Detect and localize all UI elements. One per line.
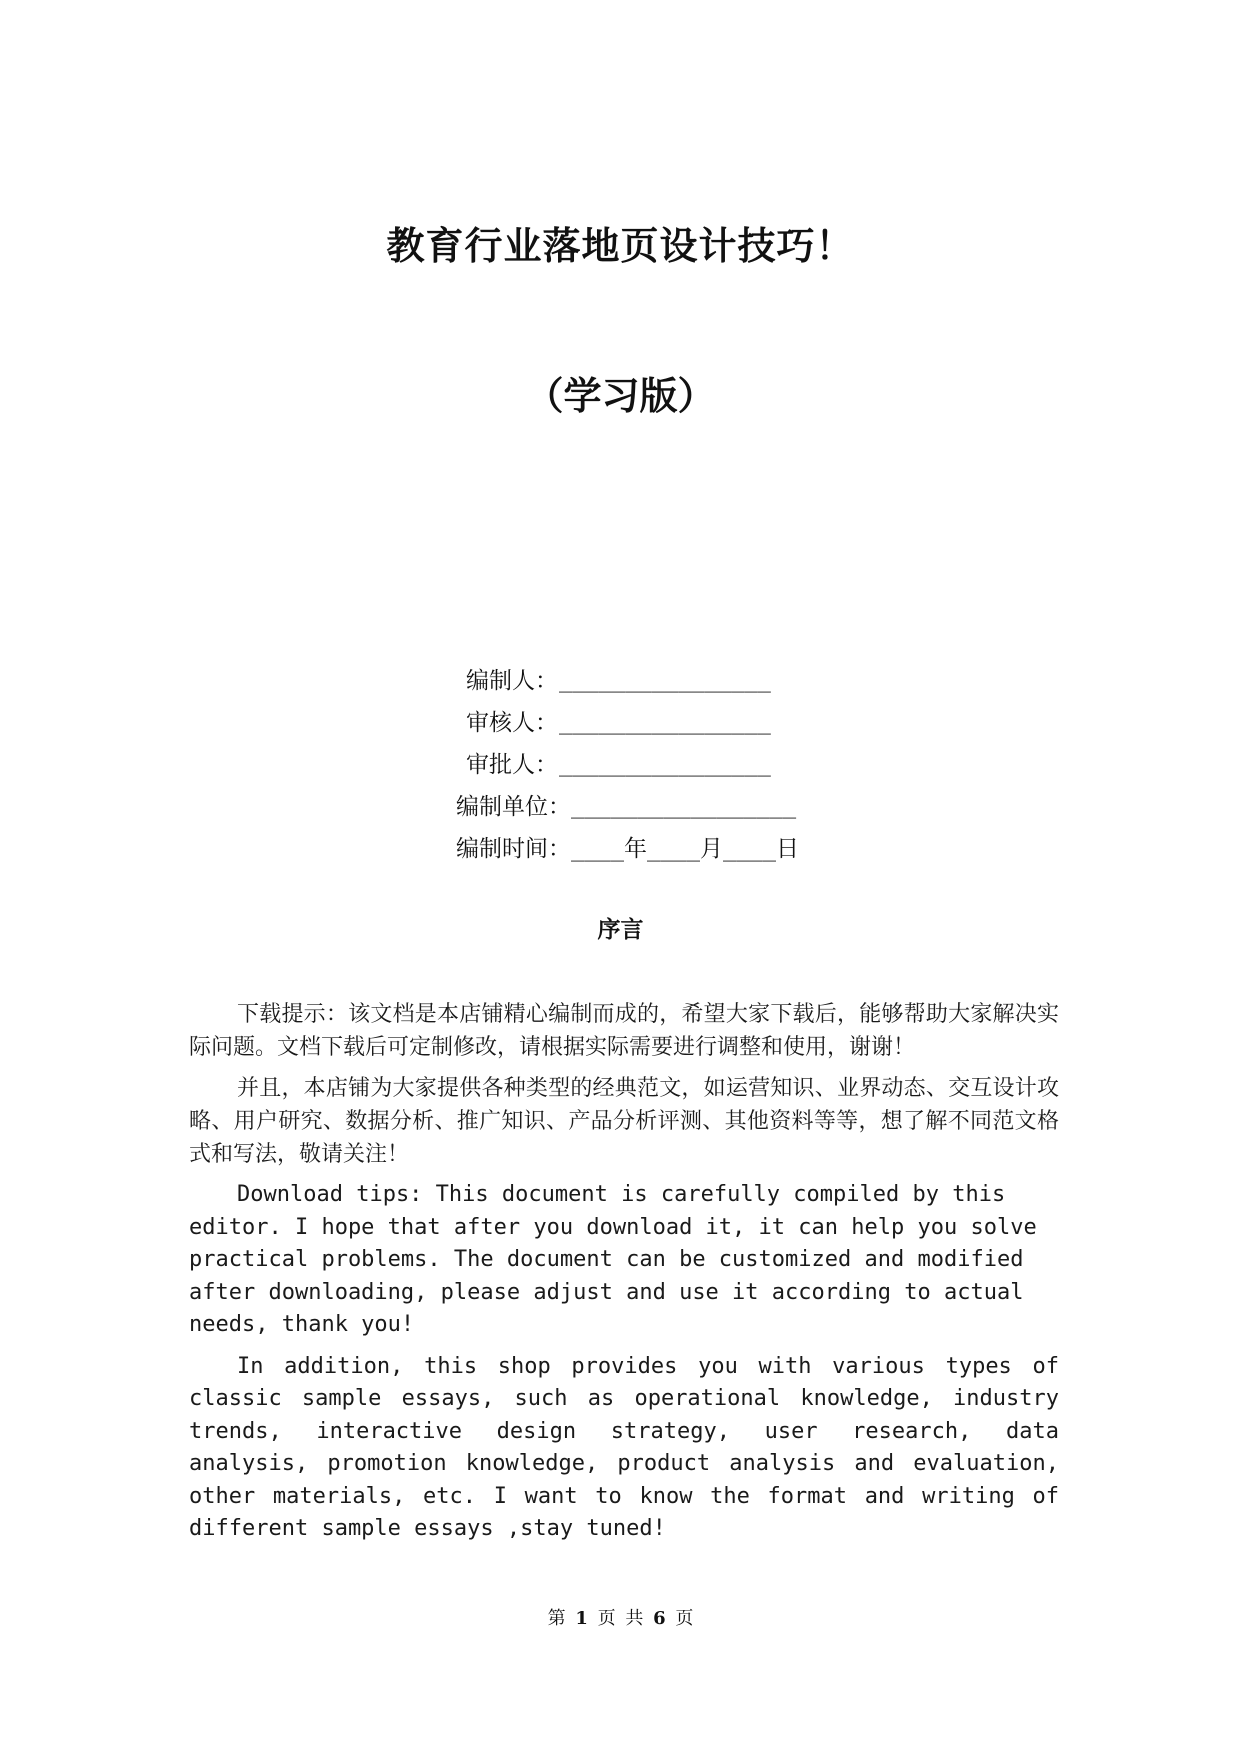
approver-blank: ________________ — [559, 752, 771, 777]
signoff-form — [0, 660, 1241, 870]
unit-label: 编制单位： — [456, 794, 571, 820]
reviewer-row — [0, 702, 1241, 744]
compiler-row — [0, 660, 1241, 702]
document-subtitle: （学习版） — [525, 373, 716, 418]
approver-row — [0, 744, 1241, 786]
document-title: 教育行业落地页设计技巧！ — [386, 223, 855, 268]
date-label: 编制时间： — [456, 836, 571, 862]
footer-middle: 页 共 — [597, 1608, 644, 1629]
compiler-label: 编制人： — [466, 668, 558, 694]
footer-prefix: 第 — [547, 1608, 566, 1629]
day-label: 日 — [775, 836, 799, 862]
year-blank: ____ — [571, 837, 624, 862]
preface-paragraph-shop-info-cn: 并且，本店铺为大家提供各种类型的经典范文，如运营知识、业界动态、交互设计攻略、用户研究、数据分析、推广知识、产品分析评测、其他资料等等，想了解不同范文格式和写法，敬请关注！ — [189, 1076, 1059, 1167]
preface-paragraph-download-tip-en: Download tips: This document is carefully compiled by this editor. I hope that after you download it, it can help you solve practical problems. The document can be customized and modified after downloading, please adjust and use it according to actual needs, thank you! — [189, 1182, 1037, 1337]
unit-blank: _________________ — [571, 794, 797, 819]
preface-paragraph-shop-info-en: In addition, this shop provides you with various types of classic sample essays, such as operational knowledge, industry trends, interactive design strategy, user research, data analysis, promotion knowledge, product analysis and evaluation, other materials, etc. I want to know the format and writing of different sample essays ,stay tuned! — [189, 1353, 1059, 1541]
footer-suffix: 页 — [675, 1608, 694, 1629]
reviewer-label: 审核人： — [466, 710, 558, 736]
date-row — [0, 828, 1241, 870]
preface-body — [189, 998, 1059, 1555]
compiler-blank: ________________ — [559, 668, 771, 693]
preface-paragraph-download-tip-cn: 下载提示：该文档是本店铺精心编制而成的，希望大家下载后，能够帮助大家解决实际问题。文档下载后可定制修改，请根据实际需要进行调整和使用，谢谢！ — [189, 1002, 1059, 1060]
date-fields — [571, 828, 799, 871]
footer-page-number: 1 — [575, 1608, 588, 1629]
month-label: 月 — [699, 836, 723, 862]
footer-total-pages: 6 — [653, 1608, 666, 1629]
reviewer-blank: ________________ — [559, 710, 771, 735]
preface-heading: 序言 — [597, 917, 644, 943]
day-blank: ____ — [722, 837, 776, 862]
approver-label: 审批人： — [466, 752, 558, 778]
page-footer — [0, 1606, 1241, 1632]
year-label: 年 — [623, 836, 647, 862]
month-blank: ____ — [646, 837, 700, 862]
unit-row — [0, 786, 1241, 828]
